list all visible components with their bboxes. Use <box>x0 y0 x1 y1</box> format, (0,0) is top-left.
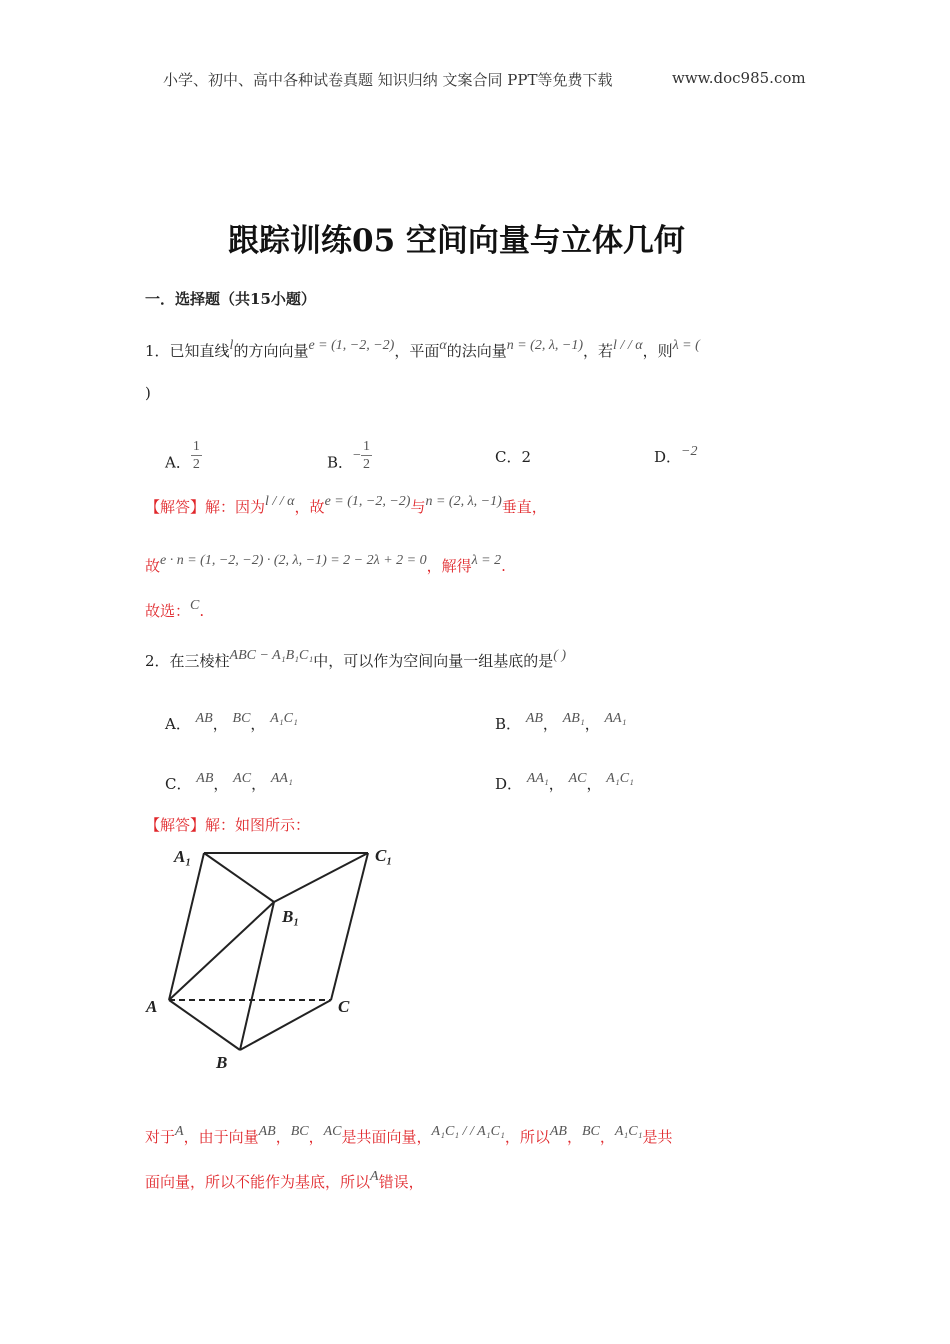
vector: A₁C₁ <box>606 771 634 786</box>
explain-text: 错误， <box>378 1173 424 1191</box>
q1-text: ，平面 <box>394 342 440 360</box>
vector: AB <box>195 711 213 726</box>
sep: ， <box>250 715 266 733</box>
question-2 <box>145 650 566 671</box>
option-label: B． <box>327 453 354 472</box>
q2-explain-line-2 <box>145 1171 424 1192</box>
option-label: C． <box>495 448 522 466</box>
q2-text: 中，可以作为空间向量一组基底的是 <box>313 652 554 670</box>
math: ABC − A₁B₁C₁ <box>229 648 314 663</box>
q2-option-d[interactable] <box>495 773 634 794</box>
math: e = (1, −2, −2) <box>324 494 411 509</box>
fraction <box>361 438 372 473</box>
math: A₁C₁ <box>614 1124 643 1139</box>
math: ( ) <box>553 648 567 663</box>
denominator: 2 <box>192 457 200 472</box>
q1-text: ，则 <box>642 342 673 360</box>
explain-text: ， <box>308 1128 324 1146</box>
math: AB <box>258 1124 276 1139</box>
option-value: 2 <box>521 448 532 466</box>
sep: ， <box>548 775 564 793</box>
q2-option-b[interactable] <box>495 713 626 734</box>
header-url[interactable]: www.doc985.com <box>672 69 806 87</box>
q2-option-c[interactable] <box>165 773 293 794</box>
option-value: −2 <box>681 444 698 459</box>
vector: AA₁ <box>526 771 549 786</box>
q2-option-a[interactable] <box>165 713 298 734</box>
option-label: D． <box>654 448 682 466</box>
label-a1: A₁ <box>174 847 192 866</box>
q1-close-paren: ) <box>145 384 151 402</box>
option-a[interactable] <box>165 439 202 481</box>
math: λ = ( <box>672 338 700 353</box>
vector: AA₁ <box>270 771 293 786</box>
math: n = (2, λ, −1) <box>506 338 584 353</box>
explain-text: ， <box>566 1128 582 1146</box>
q1-text: ，若 <box>583 342 614 360</box>
math: BC <box>581 1124 600 1139</box>
section-heading: 一．选择题（共15小题） <box>145 290 316 308</box>
math: l / / α <box>613 338 643 353</box>
math: e · n = (1, −2, −2) · (2, λ, −1) = 2 − 2λ + 2 = 0 <box>160 553 427 568</box>
sep: ， <box>542 715 558 733</box>
page-title: 跟踪训练05 空间向量与立体几何 <box>228 223 685 259</box>
denominator: 2 <box>362 457 370 472</box>
math: A₁C₁ / / A₁C₁ <box>431 1124 505 1139</box>
explain-text: ， <box>599 1128 615 1146</box>
option-c[interactable] <box>495 446 531 467</box>
vector: AB <box>196 771 214 786</box>
math: n = (2, λ, −1) <box>425 494 502 509</box>
option-d[interactable] <box>654 446 697 467</box>
math: l / / α <box>265 494 295 509</box>
vector: A₁C₁ <box>270 711 298 726</box>
prism-figure <box>140 840 410 1080</box>
option-label: D． <box>495 775 523 793</box>
math: λ = 2 <box>471 553 502 568</box>
q1-text: 的法向量 <box>446 342 507 360</box>
q1-answer-line-2 <box>145 555 506 576</box>
answer-text: 与 <box>410 498 426 516</box>
q1-text: 的方向向量 <box>233 342 309 360</box>
math: AB <box>549 1124 567 1139</box>
option-label: B． <box>495 715 522 733</box>
math: α <box>439 338 447 353</box>
q2-text: 2．在三棱柱 <box>145 652 230 670</box>
label-c: C <box>338 997 350 1016</box>
q1-answer-line-1 <box>145 496 547 517</box>
vector: AB <box>525 711 543 726</box>
explain-text: 对于 <box>145 1128 176 1146</box>
math: e = (1, −2, −2) <box>308 338 395 353</box>
explain-text: ， <box>275 1128 291 1146</box>
answer-text: 故选： <box>145 602 191 620</box>
explain-text: 面向量，所以不能作为基底，所以 <box>145 1173 371 1191</box>
header-text: 小学、初中、高中各种试卷真题 知识归纳 文案合同 PPT等免费下载 <box>163 71 613 89</box>
numerator: 1 <box>192 439 200 454</box>
option-label: A． <box>165 453 191 472</box>
vector: AA₁ <box>604 711 627 726</box>
question-1 <box>145 340 700 361</box>
prism-edges <box>169 853 368 1050</box>
label-b: B <box>216 1053 228 1072</box>
math: A <box>370 1169 379 1184</box>
sep: ， <box>213 775 229 793</box>
answer-text: ，解得 <box>426 557 472 575</box>
answer-text: 故 <box>145 557 161 575</box>
math: BC <box>290 1124 309 1139</box>
vector: AB₁ <box>562 711 585 726</box>
q2-answer-intro: 【解答】解：如图所示： <box>145 816 311 834</box>
math: A <box>175 1124 184 1139</box>
q1-text: 1．已知直线 <box>145 342 230 360</box>
answer-text: ，故 <box>294 498 325 516</box>
label-b1: B₁ <box>282 907 300 926</box>
vector: BC <box>232 711 251 726</box>
sep: ， <box>251 775 267 793</box>
sep: ， <box>584 715 600 733</box>
label-a: A <box>146 997 158 1016</box>
label-c1: C₁ <box>375 846 393 865</box>
option-b[interactable] <box>327 439 372 481</box>
q2-explain-line-1 <box>145 1126 673 1147</box>
answer-text: 【解答】解：因为 <box>145 498 266 516</box>
sep: ， <box>212 715 228 733</box>
option-label: C． <box>165 775 192 793</box>
math: l <box>229 338 234 353</box>
answer-text: . <box>501 557 506 575</box>
fraction <box>191 438 202 473</box>
option-label: A． <box>165 715 191 733</box>
explain-text: ，所以 <box>504 1128 550 1146</box>
answer-text: . <box>199 602 205 620</box>
answer-text: 垂直， <box>501 498 547 516</box>
math: C <box>190 598 200 613</box>
sep: ， <box>586 775 602 793</box>
math: AC <box>323 1124 342 1139</box>
explain-text: 是共 <box>642 1128 673 1146</box>
explain-text: ，由于向量 <box>183 1128 259 1146</box>
sign: − <box>353 448 361 463</box>
explain-text: 是共面向量， <box>341 1128 432 1146</box>
numerator: 1 <box>362 439 370 454</box>
vector: AC <box>568 771 587 786</box>
vector: AC <box>233 771 252 786</box>
q1-answer-line-3 <box>145 600 204 621</box>
